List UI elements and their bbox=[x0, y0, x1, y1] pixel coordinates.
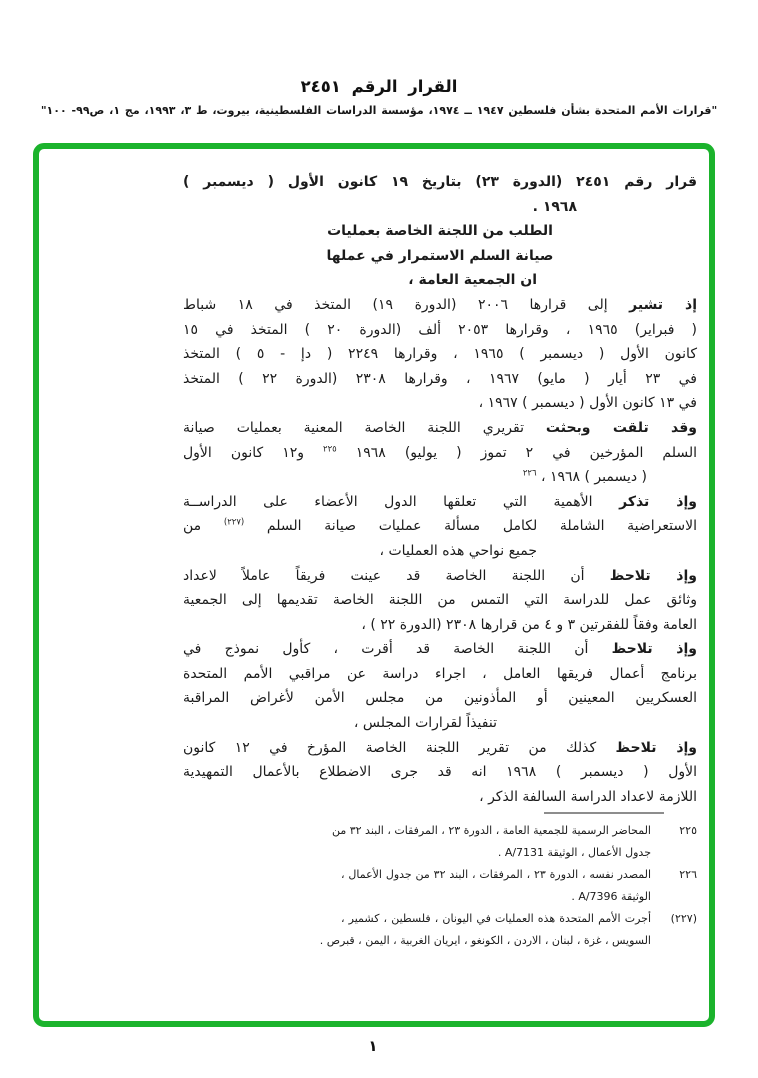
text-line bbox=[183, 514, 697, 539]
text-line bbox=[183, 539, 537, 564]
footnotes-section bbox=[319, 820, 697, 952]
text-segment: إلى قرارها ٢٠٠٦ (الدورة ١٩) المتخذ في ١٨ شباط bbox=[183, 296, 630, 313]
footnote-reference: ٢٢٥ bbox=[323, 443, 337, 454]
text-line bbox=[183, 195, 577, 220]
text-segment: وإذ تلاحظ bbox=[615, 739, 697, 756]
text-segment: اللازمة لاعداد الدراسة السالفة الذكر ، bbox=[479, 788, 697, 805]
footnote bbox=[341, 864, 697, 907]
text-segment: من bbox=[183, 518, 224, 535]
text-line bbox=[183, 588, 697, 613]
text-segment: ( ديسمبر ) ١٩٦٨ ، bbox=[536, 469, 647, 486]
text-line bbox=[183, 416, 697, 441]
text-segment: الأول ( ديسمبر ) ١٩٦٨ انه قد جرى الاضطلاع بالأعمال التمهيدية bbox=[183, 764, 697, 781]
footnote-line: الوثيقة A/7396 . bbox=[571, 889, 651, 903]
text-line bbox=[183, 367, 697, 392]
footnote-number: ٢٢٥ bbox=[679, 824, 697, 837]
footnote-number: ٢٢٦ bbox=[679, 868, 697, 881]
text-segment: كذلك من تقرير اللجنة الخاصة المؤرخ في ١٢ كانون bbox=[183, 739, 616, 756]
footnote bbox=[331, 820, 697, 863]
text-segment: كانون الأول ( ديسمبر ) ١٩٦٥ ، وقرارها ٢٢٤٩ ( دإ - ٥ ) المتخذ bbox=[183, 346, 697, 363]
text-line bbox=[183, 170, 697, 195]
text-line bbox=[183, 711, 497, 736]
text-segment: ان الجمعية العامة ، bbox=[408, 272, 537, 289]
footnote-line: المصدر نفسه ، الدورة ٢٣ ، المرفقات ، البند ٣٢ من جدول الأعمال ، bbox=[341, 868, 651, 881]
source-citation: "قرارات الأمم المتحدة بشأن فلسطين ١٩٤٧ ــ ١٩٧٤، مؤسسة الدراسات الفلسطينية، بيروت، ط ٣، ١٩٩٣، مج ١، ص٩٩- ١٠٠" bbox=[40, 104, 718, 117]
text-line bbox=[183, 219, 697, 244]
text-segment: صيانة السلم الاستمرار في عملها bbox=[326, 247, 554, 264]
text-line bbox=[183, 637, 697, 662]
text-line bbox=[183, 760, 697, 785]
resolution-text bbox=[183, 170, 697, 809]
text-segment: قرار رقم ٢٤٥١ (الدورة ٢٣) بتاريخ ١٩ كانون الأول ( ديسمبر ) bbox=[183, 174, 697, 190]
text-segment: الاستعراضية الشاملة لكامل مسألة عمليات صيانة السلم bbox=[244, 518, 697, 535]
text-line bbox=[183, 391, 697, 416]
text-segment: وثائق عمل للدراسة التي التمس من اللجنة الخاصة تقديمها إلى الجمعية bbox=[183, 592, 697, 609]
text-segment: تقريري اللجنة الخاصة المعنية بعمليات صيانة bbox=[183, 419, 546, 436]
text-segment: برنامج أعمال فريقها العامل ، اجراء دراسة عن مراقبي الأمم المتحدة bbox=[183, 665, 697, 682]
text-segment: ١٩٦٨ . bbox=[532, 198, 577, 215]
footnote-number: (٢٢٧) bbox=[670, 912, 697, 925]
text-line bbox=[183, 244, 697, 269]
text-line bbox=[183, 662, 697, 687]
footnote-line: جدول الأعمال ، الوثيقة A/7131 . bbox=[497, 845, 651, 859]
footnote bbox=[319, 908, 697, 951]
text-line bbox=[183, 686, 697, 711]
text-segment: تنفيذاً لقرارات المجلس ، bbox=[353, 715, 497, 732]
text-segment: العامة وفقاً للفقرتين ٣ و ٤ من قرارها ٢٣٠٨ (الدورة ٢٢ ) ، bbox=[361, 616, 697, 633]
page-title: القرار الرقم ٢٤٥١ bbox=[300, 77, 458, 96]
text-segment: في ٢٣ أيار ( مايو) ١٩٦٧ ، وقرارها ٢٣٠٨ (الدورة ٢٢ ) المتخذ bbox=[183, 370, 697, 387]
footnote-line: أجرت الأمم المتحدة هذه العمليات في اليونان ، فلسطين ، كشمير ، bbox=[341, 912, 651, 925]
text-line bbox=[183, 268, 537, 293]
footnote-reference: ٢٢٦ bbox=[522, 468, 537, 479]
footnote-separator bbox=[544, 812, 664, 814]
text-segment: العسكريين المعينين أو المأذونين من مجلس الأمن لأغراض المراقبة bbox=[183, 690, 697, 707]
text-segment: إذ تشير bbox=[629, 296, 697, 313]
footnote-line: السويس ، غزة ، لبنان ، الاردن ، الكونغو ، ايريان الغربية ، اليمن ، قبرص . bbox=[319, 933, 651, 947]
text-line bbox=[183, 564, 697, 589]
footnote-reference: (٢٢٧) bbox=[223, 517, 245, 528]
text-segment: وإذ تلاحظ bbox=[611, 641, 697, 658]
text-segment: وإذ تذكر bbox=[619, 493, 697, 510]
text-segment: الطلب من اللجنة الخاصة بعمليات bbox=[327, 223, 553, 240]
text-segment: و١٢ كانون الأول bbox=[183, 444, 324, 461]
text-segment: جميع نواحي هذه العمليات ، bbox=[379, 542, 537, 559]
text-line bbox=[183, 785, 697, 810]
text-segment: وإذ تلاحظ bbox=[609, 567, 697, 584]
text-line bbox=[183, 613, 697, 638]
text-segment: في ١٣ كانون الأول ( ديسمبر ) ١٩٦٧ ، bbox=[478, 395, 697, 412]
text-segment: ( فبراير) ١٩٦٥ ، وقرارها ٢٠٥٣ ألف (الدورة ٢٠ ) المتخذ في ١٥ bbox=[183, 321, 697, 338]
text-line bbox=[183, 293, 697, 318]
text-line bbox=[183, 736, 697, 761]
footnote-line: المحاضر الرسمية للجمعية العامة ، الدورة ٢٣ ، المرفقات ، البند ٣٢ من bbox=[331, 824, 651, 837]
text-segment: أن اللجنة الخاصة قد عينت فريقاً عاملاً لاعداد bbox=[183, 567, 610, 584]
text-segment: الأهمية التي تعلقها الدول الأعضاء على الدراســة bbox=[183, 493, 620, 510]
text-line bbox=[183, 318, 697, 343]
text-segment: وقد تلقت وبحثت bbox=[545, 419, 697, 436]
text-line bbox=[183, 465, 647, 490]
text-segment: أن اللجنة الخاصة قد أقرت ، كأول نموذج في bbox=[183, 641, 612, 658]
text-line bbox=[183, 441, 697, 466]
text-line bbox=[183, 342, 697, 367]
text-line bbox=[183, 490, 697, 515]
text-segment: السلم المؤرخين في ٢ تموز ( يوليو) ١٩٦٨ bbox=[336, 444, 697, 461]
page-number: ١ bbox=[368, 1037, 378, 1055]
